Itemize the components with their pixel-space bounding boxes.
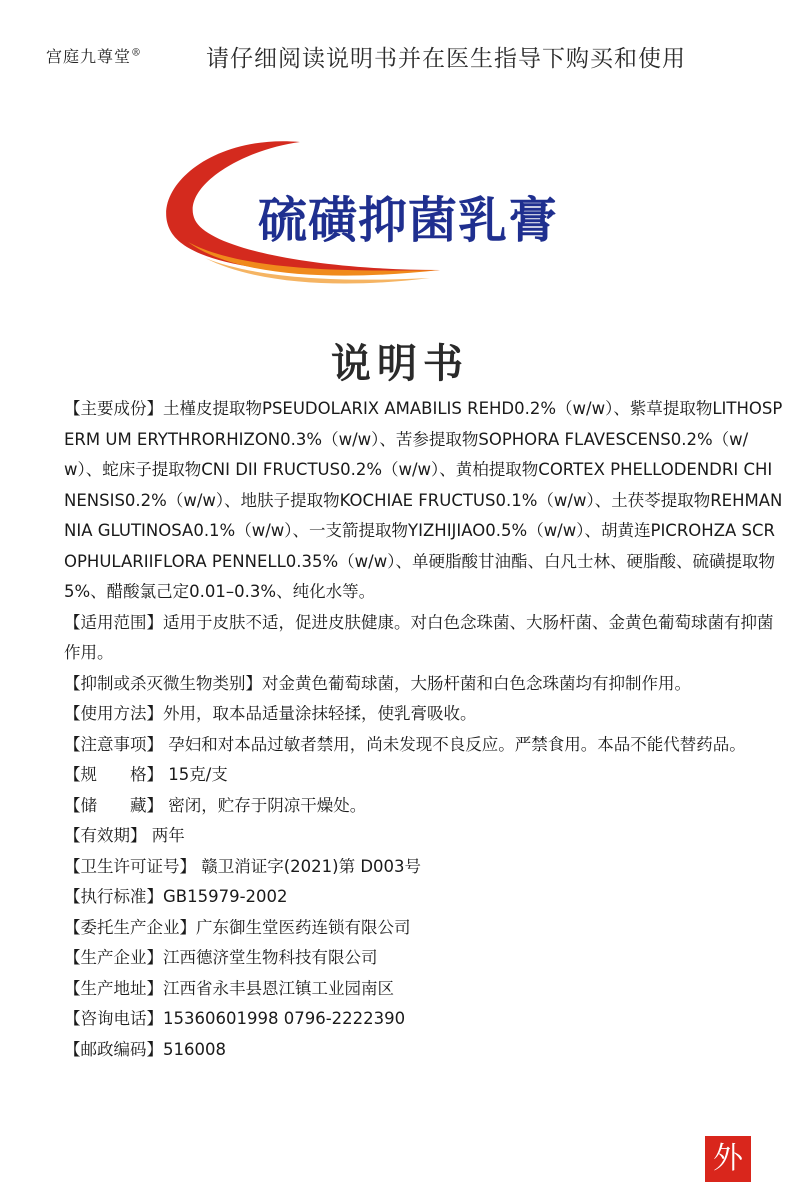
section-precautions: 【注意事项】 孕妇和对本品过敏者禁用，尚未发现不良反应。严禁食用。本品不能代替药品。 — [64, 734, 746, 754]
section-scope: 【适用范围】适用于皮肤不适，促进皮肤健康。对白色念珠菌、大肠杆菌、金黄色葡萄球菌有抑菌作用。 — [64, 612, 774, 662]
brand-name: 宫庭九尊堂® — [46, 47, 143, 66]
section-storage: 【储 藏】 密闭，贮存于阴凉干燥处。 — [64, 795, 367, 815]
document-title: 说明书 — [331, 341, 469, 387]
section-validity: 【有效期】 两年 — [64, 826, 185, 845]
section-client-company: 【委托生产企业】广东御生堂医药连锁有限公司 — [64, 917, 411, 937]
section-spec: 【规 格】 15克/支 — [64, 765, 228, 784]
section-standard: 【执行标准】GB15979-2002 — [64, 887, 288, 906]
section-ingredients: 【主要成份】土槿皮提取物PSEUDOLARIX AMABILIS REHD0.2%（w/w）、紫草提取物LITHOSPERM UM ERYTHRORHIZON0.3%（w/w）、苦参提取物SOPHORA FLAVESCENS0.2%（w/w）、蛇床子提取物CNI DII FRUCTUS0.2%（w/w）、黄柏提取物CORTEX PHELLODENDRI CHINENSIS0.2%（w/w）、地肤子提取物KOCHIAE FRUCTUS0.1%（w/w）、土茯苓提取物REHMANNIA GLUTINOSA0.1%（w/w）、一支箭提取物YIZHIJIAO0.5%（w/w）、胡黄连PICROHZA SCROPHULARIIFLORA PENNELL0.35%（w/w）、单硬脂酸甘油酯、白凡士林、硬脂酸、硫磺提取物5%、醋酸氯己定0.01–0.3%、纯化水等。 — [64, 399, 783, 601]
section-license: 【卫生许可证号】 赣卫消证字(2021)第 D003号 — [64, 856, 422, 876]
section-manufacturer: 【生产企业】江西德济堂生物科技有限公司 — [64, 948, 378, 967]
section-postcode: 【邮政编码】516008 — [64, 1039, 226, 1059]
external-use-badge: 外 — [705, 1136, 751, 1182]
usage-warning: 请仔细阅读说明书并在医生指导下购买和使用 — [206, 46, 686, 72]
section-address: 【生产地址】江西省永丰县恩江镇工业园南区 — [64, 978, 394, 998]
product-title: 硫磺抑菌乳膏 — [258, 191, 559, 249]
section-microbes: 【抑制或杀灭微生物类别】对金黄色葡萄球菌，大肠杆菌和白色念珠菌均有抑制作用。 — [64, 673, 691, 693]
section-phone: 【咨询电话】15360601998 0796-2222390 — [64, 1009, 406, 1028]
section-usage: 【使用方法】外用，取本品适量涂抹轻揉，使乳膏吸收。 — [64, 704, 477, 723]
header-bar — [0, 0, 800, 100]
registered-mark: ® — [131, 47, 143, 59]
instructions-body — [64, 394, 784, 1065]
